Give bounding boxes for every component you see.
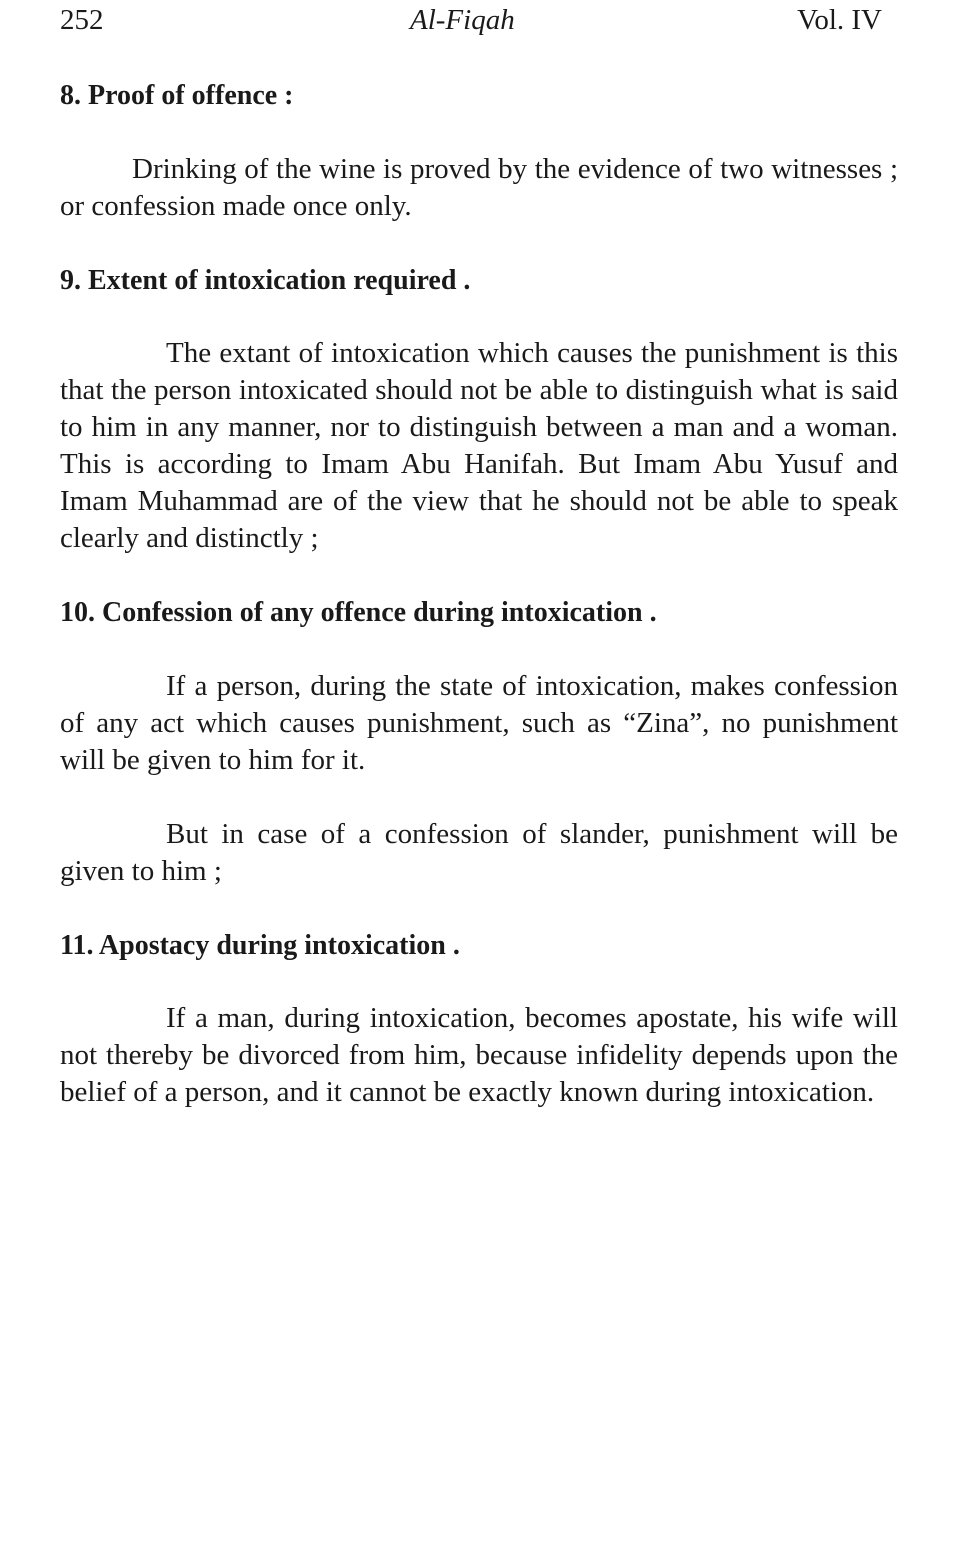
page-number: 252 xyxy=(60,4,104,36)
book-page xyxy=(60,0,898,1111)
section-heading: 9. Extent of intoxication required . xyxy=(60,265,471,296)
section-paragraph: The extant of intoxication which causes the punishment is this that the person intoxicated should not be able to distinguish what is said to him in any manner, nor to distinguish between a man and a woman. This is according to Imam Abu Hanifah. But Imam Abu Yusuf and Imam Muhammad are of the view that he should not be able to speak clearly and distinctly ; xyxy=(60,337,898,554)
section-extent-of-intoxication xyxy=(60,262,898,557)
section-paragraph: But in case of a confession of slander, punishment will be given to him ; xyxy=(60,818,898,887)
volume-label: Vol. IV xyxy=(797,4,882,36)
running-header xyxy=(60,0,898,46)
section-paragraph: Drinking of the wine is proved by the evidence of two witnesses ; or confession made once only. xyxy=(60,153,898,222)
section-confession-during-intoxication xyxy=(60,594,898,890)
section-apostacy-during-intoxication xyxy=(60,927,898,1111)
section-proof-of-offence xyxy=(60,77,898,225)
section-paragraph: If a person, during the state of intoxication, makes confession of any act which causes punishment, such as “Zina”, no punishment will be given to him for it. xyxy=(60,670,898,776)
section-heading: 10. Confession of any offence during intoxication . xyxy=(60,597,657,628)
section-heading: 11. Apostacy during intoxication . xyxy=(60,930,460,961)
book-title: Al-Fiqah xyxy=(410,4,515,36)
section-heading: 8. Proof of offence : xyxy=(60,80,294,111)
section-paragraph: If a man, during intoxication, becomes apostate, his wife will not thereby be divorced from him, because infidelity depends upon the belief of a person, and it cannot be exactly known during intoxication. xyxy=(60,1002,898,1108)
